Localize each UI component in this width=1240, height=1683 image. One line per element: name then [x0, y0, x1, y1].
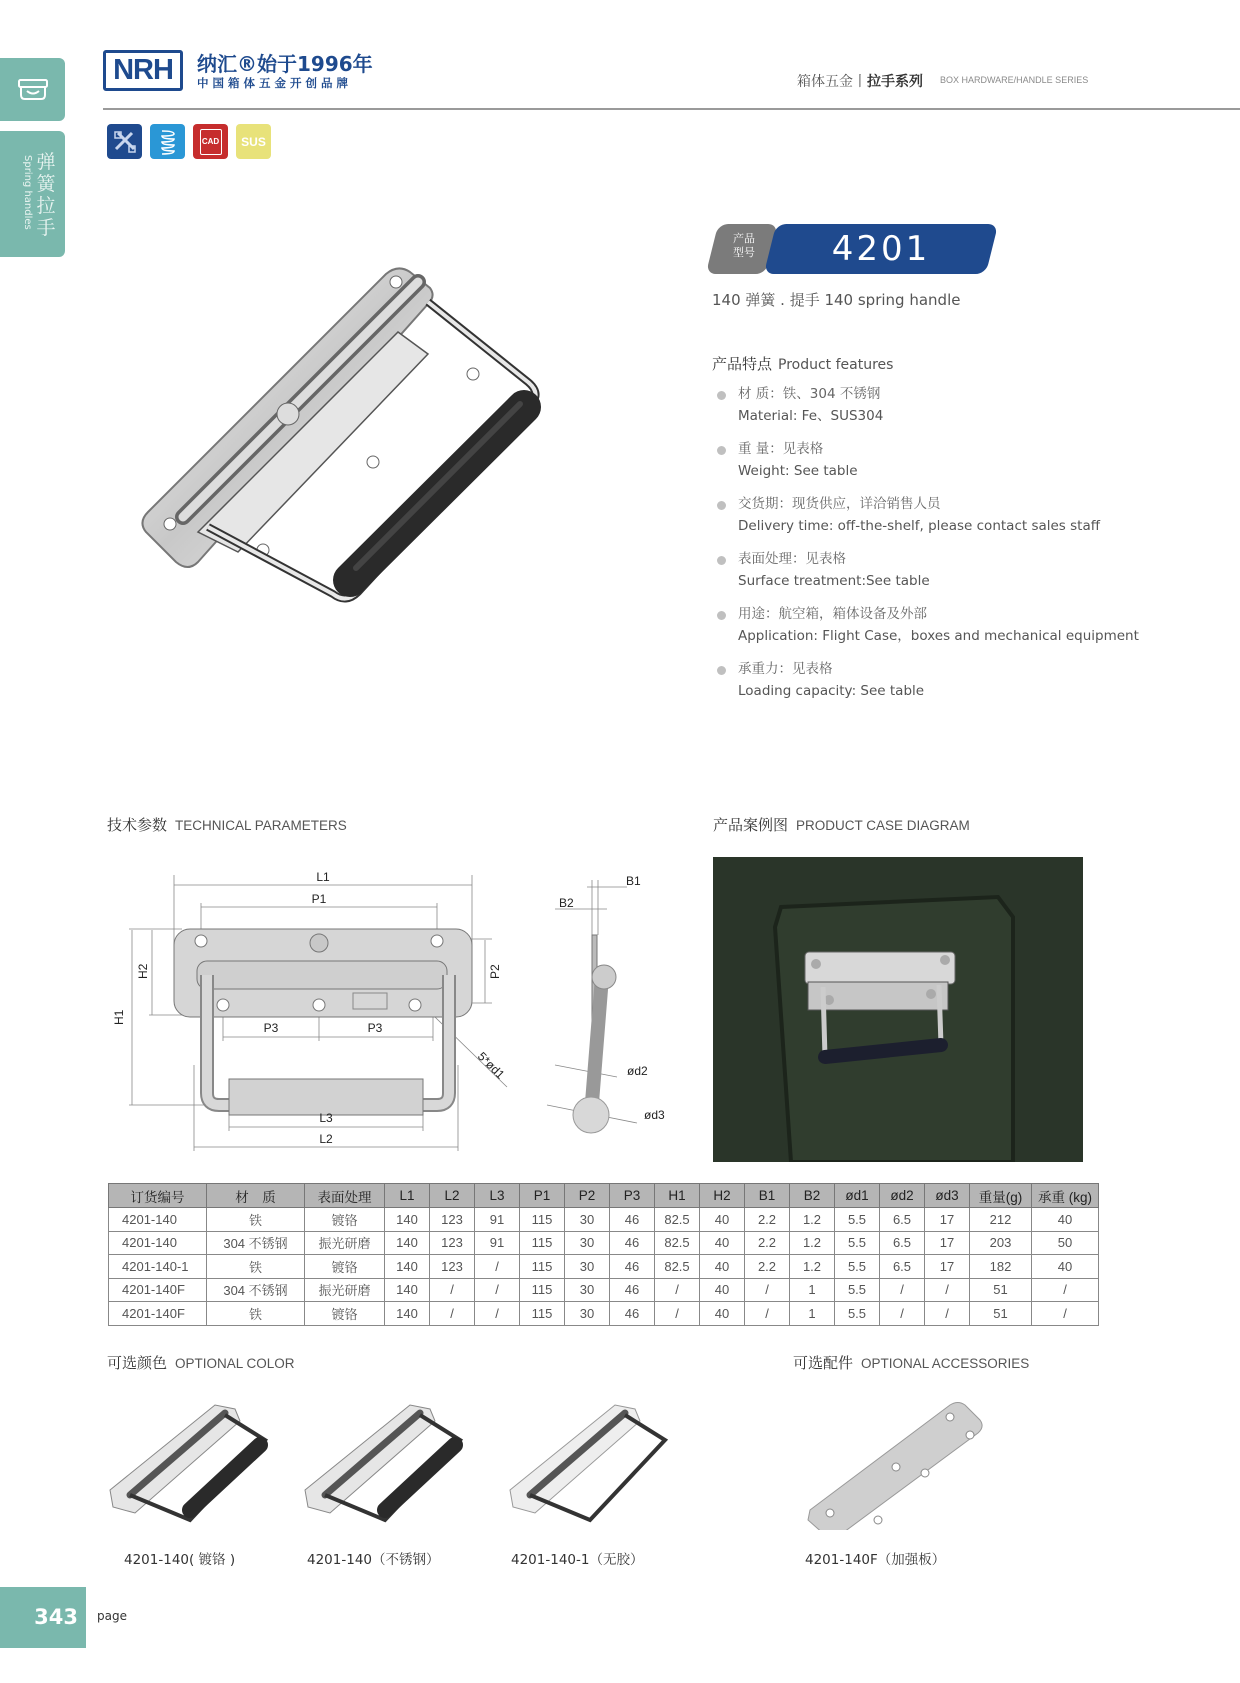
table-cell: 30	[565, 1231, 610, 1255]
option-caption-no-rubber: 4201-140-1（无胶）	[511, 1552, 644, 1568]
table-cell: 82.5	[655, 1208, 700, 1232]
col-header: L3	[475, 1184, 520, 1208]
accessory-image-reinforcement-plate	[800, 1395, 990, 1530]
dim-label-d3: ød3	[644, 1108, 665, 1122]
table-cell: 6.5	[880, 1231, 925, 1255]
sus-material-icon: SUS	[236, 124, 271, 159]
dim-label-l1: L1	[316, 870, 330, 884]
feature-en: Delivery time: off-the-shelf, please contact sales staff	[738, 518, 1101, 534]
sidebar-tab-category-icon[interactable]	[0, 58, 65, 121]
table-row	[109, 1208, 1099, 1232]
col-header: H2	[700, 1184, 745, 1208]
feature-cn: 材 质：铁、304 不锈钢	[738, 386, 881, 402]
table-cell: 4201-140F	[109, 1278, 207, 1302]
features-heading-en: Product features	[778, 357, 894, 373]
table-cell: 115	[520, 1278, 565, 1302]
table-cell: 140	[385, 1231, 430, 1255]
table-cell: 铁	[207, 1302, 305, 1326]
table-cell: 1.2	[790, 1208, 835, 1232]
cad-file-icon	[193, 124, 228, 159]
sidebar-tab-spring-handles[interactable]	[0, 131, 65, 257]
technical-heading-cn: 技术参数	[107, 816, 168, 834]
table-cell: /	[655, 1302, 700, 1326]
table-cell: 82.5	[655, 1255, 700, 1279]
table-cell: /	[475, 1255, 520, 1279]
feature-cn: 用途：航空箱，箱体设备及外部	[738, 606, 927, 622]
model-number: 4201	[831, 229, 931, 269]
col-header: 订货编号	[109, 1184, 207, 1208]
page-label: page	[97, 1609, 127, 1623]
feature-item-delivery	[717, 494, 1177, 549]
table-cell: 6.5	[880, 1208, 925, 1232]
table-cell: 铁	[207, 1255, 305, 1279]
table-cell: 镀铬	[305, 1208, 385, 1232]
case-diagram-photo	[713, 857, 1083, 1162]
feature-en: Surface treatment:See table	[738, 573, 930, 589]
table-cell: 振光研磨	[305, 1231, 385, 1255]
col-header: L1	[385, 1184, 430, 1208]
table-cell: 2.2	[745, 1231, 790, 1255]
table-cell: 30	[565, 1255, 610, 1279]
feature-item-weight	[717, 439, 1177, 494]
table-cell: 40	[700, 1302, 745, 1326]
series-prefix: 箱体五金丨	[797, 74, 867, 90]
table-cell: 镀铬	[305, 1302, 385, 1326]
table-cell: 91	[475, 1231, 520, 1255]
brand-tagline: 中国箱体五金开创品牌	[197, 76, 352, 90]
dim-label-p3a: P3	[263, 1021, 279, 1035]
table-cell: 46	[610, 1208, 655, 1232]
accessory-caption-plate: 4201-140F（加强板）	[805, 1552, 946, 1568]
table-cell: 115	[520, 1302, 565, 1326]
features-list	[717, 384, 1177, 714]
optional-accessories-heading-en: OPTIONAL ACCESSORIES	[861, 1356, 1030, 1371]
table-cell: 5.5	[835, 1231, 880, 1255]
table-cell: 40	[700, 1255, 745, 1279]
features-heading	[712, 353, 893, 374]
dim-label-p2: P2	[488, 964, 502, 979]
table-cell: 1.2	[790, 1255, 835, 1279]
table-cell: 140	[385, 1208, 430, 1232]
dim-label-d2: ød2	[627, 1064, 648, 1078]
case-heading-en: PRODUCT CASE DIAGRAM	[796, 818, 970, 833]
feature-item-capacity	[717, 659, 1177, 714]
dim-label-p3b: P3	[367, 1021, 383, 1035]
spec-table	[108, 1183, 1099, 1326]
table-cell: 182	[970, 1255, 1032, 1279]
header-divider	[103, 108, 1240, 110]
col-header: 表面处理	[305, 1184, 385, 1208]
series-title-en: BOX HARDWARE/HANDLE SERIES	[940, 75, 1089, 85]
table-cell: /	[880, 1278, 925, 1302]
optional-color-heading	[107, 1352, 295, 1373]
table-cell: 140	[385, 1255, 430, 1279]
option-caption-chrome: 4201-140( 镀铬 )	[124, 1552, 236, 1568]
table-cell: 46	[610, 1231, 655, 1255]
table-cell: 304 不锈钢	[207, 1231, 305, 1255]
feature-cn: 重 量：见表格	[738, 441, 824, 457]
table-cell: 1	[790, 1278, 835, 1302]
table-row	[109, 1278, 1099, 1302]
option-image-stainless	[300, 1395, 470, 1530]
table-header-row	[109, 1184, 1099, 1208]
product-photo	[128, 262, 590, 647]
optional-color-heading-cn: 可选颜色	[107, 1354, 168, 1372]
col-header: L2	[430, 1184, 475, 1208]
table-cell: 6.5	[880, 1255, 925, 1279]
table-cell: 2.2	[745, 1255, 790, 1279]
col-header: P3	[610, 1184, 655, 1208]
table-cell: /	[655, 1278, 700, 1302]
design-tools-icon	[107, 124, 142, 159]
dim-label-p1: P1	[311, 892, 327, 906]
col-header: P2	[565, 1184, 610, 1208]
cad-label: CAD	[200, 129, 222, 155]
table-cell: 51	[970, 1302, 1032, 1326]
table-cell: 203	[970, 1231, 1032, 1255]
feature-en: Material: Fe、SUS304	[738, 408, 884, 424]
table-cell: 4201-140F	[109, 1302, 207, 1326]
table-cell: 5.5	[835, 1278, 880, 1302]
optional-accessories-heading	[793, 1352, 1029, 1373]
bullet-icon	[717, 666, 726, 675]
table-cell: 50	[1032, 1231, 1099, 1255]
series-name: 拉手系列	[867, 74, 923, 90]
table-cell: 镀铬	[305, 1255, 385, 1279]
table-cell: 4201-140	[109, 1231, 207, 1255]
table-cell: 46	[610, 1278, 655, 1302]
table-cell: /	[925, 1302, 970, 1326]
case-diagram-heading	[713, 814, 970, 835]
dim-label-h2: H2	[136, 963, 150, 979]
dim-label-b1: B1	[626, 874, 641, 888]
model-label	[724, 232, 764, 260]
technical-heading-en: TECHNICAL PARAMETERS	[175, 818, 347, 833]
table-cell: 17	[925, 1255, 970, 1279]
table-cell: 17	[925, 1231, 970, 1255]
col-header: B2	[790, 1184, 835, 1208]
feature-cn: 承重力：见表格	[738, 661, 833, 677]
dim-label-b2: B2	[559, 896, 574, 910]
table-cell: 4201-140-1	[109, 1255, 207, 1279]
option-caption-stainless: 4201-140（不锈钢）	[307, 1552, 440, 1568]
table-cell: 123	[430, 1231, 475, 1255]
feature-en: Weight: See table	[738, 463, 858, 479]
optional-accessories-heading-cn: 可选配件	[793, 1354, 854, 1372]
table-cell: /	[475, 1278, 520, 1302]
page-number: 343	[0, 1587, 86, 1648]
table-cell: 40	[1032, 1255, 1099, 1279]
bullet-icon	[717, 391, 726, 400]
bullet-icon	[717, 611, 726, 620]
table-cell: /	[1032, 1302, 1099, 1326]
table-cell: 115	[520, 1208, 565, 1232]
table-row	[109, 1302, 1099, 1326]
table-cell: 123	[430, 1255, 475, 1279]
table-cell: 17	[925, 1208, 970, 1232]
dim-label-d1: 5*ød1	[474, 1049, 508, 1082]
sidebar-category-cn: 弹簧拉手	[36, 151, 56, 239]
table-cell: 30	[565, 1302, 610, 1326]
table-cell: /	[430, 1278, 475, 1302]
table-cell: 140	[385, 1278, 430, 1302]
table-cell: 46	[610, 1302, 655, 1326]
box-handle-icon	[17, 77, 49, 103]
brand-logo: NRH	[103, 50, 183, 91]
table-cell: 82.5	[655, 1231, 700, 1255]
feature-item-surface	[717, 549, 1177, 604]
table-row	[109, 1255, 1099, 1279]
feature-en: Loading capacity: See table	[738, 683, 925, 699]
table-cell: 304 不锈钢	[207, 1278, 305, 1302]
table-cell: 2.2	[745, 1208, 790, 1232]
col-header: ød1	[835, 1184, 880, 1208]
table-cell: /	[745, 1302, 790, 1326]
table-cell: 51	[970, 1278, 1032, 1302]
model-label-line2: 型号	[733, 246, 755, 259]
table-cell: 46	[610, 1255, 655, 1279]
product-subtitle: 140 弹簧 . 提手 140 spring handle	[712, 291, 961, 309]
table-cell: 115	[520, 1255, 565, 1279]
table-cell: /	[880, 1302, 925, 1326]
table-cell: 91	[475, 1208, 520, 1232]
dim-label-l3: L3	[319, 1111, 333, 1125]
table-cell: /	[1032, 1278, 1099, 1302]
table-cell: 40	[700, 1231, 745, 1255]
table-cell: 115	[520, 1231, 565, 1255]
technical-drawing	[107, 865, 667, 1165]
brand-slogan: 纳汇®始于1996年	[197, 52, 373, 76]
sidebar-category-en: Spring handles	[22, 155, 33, 230]
model-label-line1: 产品	[733, 232, 755, 245]
feature-cn: 表面处理：见表格	[738, 551, 846, 567]
table-cell: 123	[430, 1208, 475, 1232]
table-cell: 30	[565, 1278, 610, 1302]
table-cell: 4201-140	[109, 1208, 207, 1232]
col-header: H1	[655, 1184, 700, 1208]
table-cell: 40	[700, 1278, 745, 1302]
features-heading-cn: 产品特点	[712, 355, 773, 373]
col-header: 重量(g)	[970, 1184, 1032, 1208]
bullet-icon	[717, 446, 726, 455]
table-cell: 140	[385, 1302, 430, 1326]
table-cell: 振光研磨	[305, 1278, 385, 1302]
table-cell: /	[745, 1278, 790, 1302]
table-cell: 212	[970, 1208, 1032, 1232]
option-image-no-rubber	[505, 1395, 675, 1530]
feature-en: Application: Flight Case，boxes and mechanical equipment	[738, 628, 1139, 644]
bullet-icon	[717, 501, 726, 510]
optional-color-heading-en: OPTIONAL COLOR	[175, 1356, 295, 1371]
table-row	[109, 1231, 1099, 1255]
table-cell: /	[430, 1302, 475, 1326]
table-cell: 30	[565, 1208, 610, 1232]
col-header: 材 质	[207, 1184, 305, 1208]
bullet-icon	[717, 556, 726, 565]
table-cell: 铁	[207, 1208, 305, 1232]
dim-label-h1: H1	[112, 1009, 126, 1025]
technical-heading	[107, 814, 347, 835]
feature-item-application	[717, 604, 1177, 659]
table-cell: /	[475, 1302, 520, 1326]
col-header: B1	[745, 1184, 790, 1208]
table-cell: 40	[700, 1208, 745, 1232]
case-heading-cn: 产品案例图	[713, 816, 789, 834]
table-cell: 5.5	[835, 1208, 880, 1232]
col-header: ød3	[925, 1184, 970, 1208]
table-cell: 1	[790, 1302, 835, 1326]
spring-icon	[150, 124, 185, 159]
table-cell: 40	[1032, 1208, 1099, 1232]
table-cell: /	[925, 1278, 970, 1302]
feature-item-material	[717, 384, 1177, 439]
col-header: P1	[520, 1184, 565, 1208]
dim-label-l2: L2	[319, 1132, 333, 1146]
feature-cn: 交货期：现货供应，详洽销售人员	[738, 496, 941, 512]
option-image-chrome	[105, 1395, 275, 1530]
col-header: 承重 (kg)	[1032, 1184, 1099, 1208]
table-cell: 5.5	[835, 1255, 880, 1279]
table-cell: 1.2	[790, 1231, 835, 1255]
table-cell: 5.5	[835, 1302, 880, 1326]
col-header: ød2	[880, 1184, 925, 1208]
series-title	[797, 71, 923, 91]
